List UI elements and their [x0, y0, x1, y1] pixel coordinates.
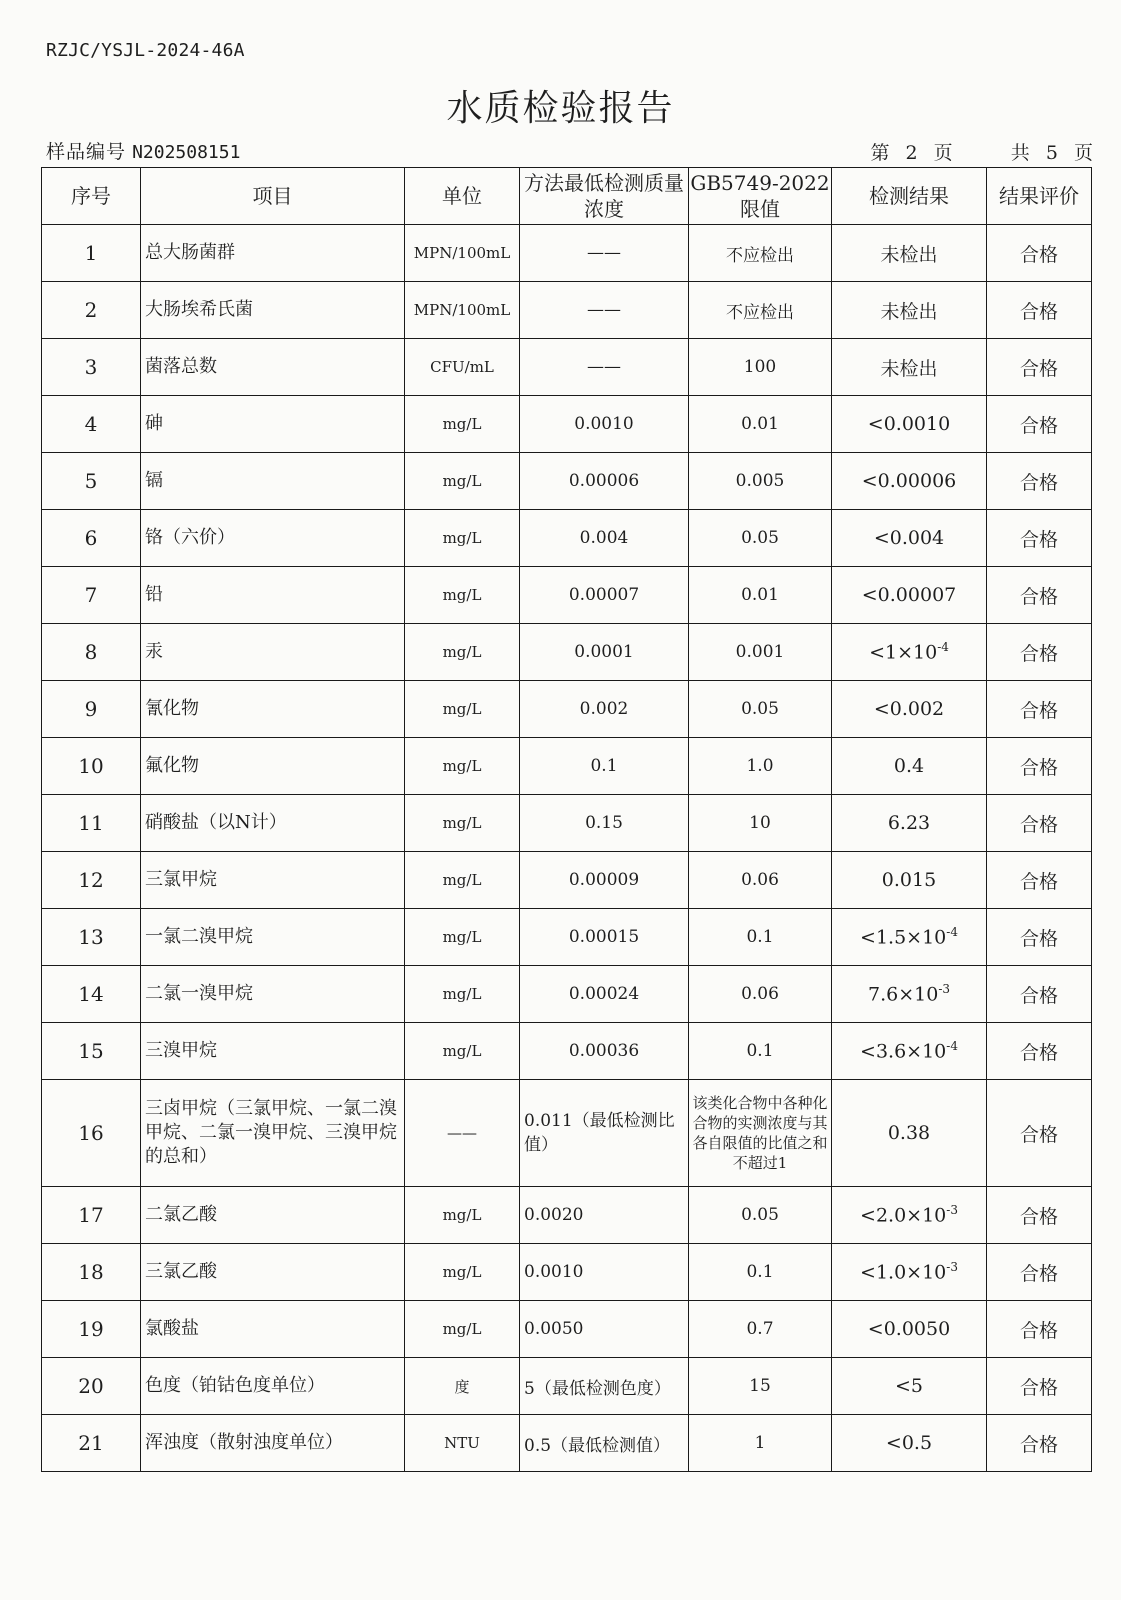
cell-evaluation: 合格: [987, 1244, 1092, 1301]
cell-result: 0.4: [832, 738, 987, 795]
cell-seq: 4: [42, 396, 141, 453]
cell-item: 色度（铂钴色度单位）: [141, 1358, 405, 1415]
cell-seq: 18: [42, 1244, 141, 1301]
table-row: [42, 282, 1092, 339]
cell-unit: mg/L: [405, 453, 520, 510]
cell-item: 铬（六价）: [141, 510, 405, 567]
cell-seq: 16: [42, 1080, 141, 1187]
cell-result: <5: [832, 1358, 987, 1415]
cell-unit: mg/L: [405, 852, 520, 909]
cell-item: 三卤甲烷（三氯甲烷、一氯二溴甲烷、二氯一溴甲烷、三溴甲烷的总和）: [141, 1080, 405, 1187]
cell-method-limit: 0.15: [520, 795, 689, 852]
cell-method-limit: 0.00015: [520, 909, 689, 966]
cell-evaluation: 合格: [987, 396, 1092, 453]
cell-seq: 17: [42, 1187, 141, 1244]
page-ye-total: 页: [1073, 142, 1093, 164]
report-title: 水质检验报告: [446, 88, 675, 129]
cell-standard-limit: 0.1: [689, 909, 832, 966]
cell-method-limit: 0.00009: [520, 852, 689, 909]
header-standard-limit: GB5749-2022限值: [689, 168, 832, 225]
cell-standard-limit: 0.7: [689, 1301, 832, 1358]
cell-method-limit: 0.1: [520, 738, 689, 795]
table-row: [42, 567, 1092, 624]
header-unit: 单位: [405, 168, 520, 225]
result-base: <1.5×10: [860, 926, 947, 949]
result-exponent: -3: [946, 1260, 958, 1275]
sample-number-value: N202508151: [132, 142, 241, 163]
cell-result: <0.0010: [832, 396, 987, 453]
table-row: [42, 966, 1092, 1023]
cell-seq: 13: [42, 909, 141, 966]
cell-standard-limit: 0.01: [689, 567, 832, 624]
cell-item: 氰化物: [141, 681, 405, 738]
cell-result: [832, 1244, 987, 1301]
result-exponent: -3: [938, 982, 951, 997]
cell-method-limit: 0.00007: [520, 567, 689, 624]
cell-evaluation: 合格: [987, 225, 1092, 282]
cell-item: 菌落总数: [141, 339, 405, 396]
page-total: 5: [1045, 142, 1058, 164]
cell-seq: 7: [42, 567, 141, 624]
cell-standard-limit: 1: [689, 1415, 832, 1472]
cell-evaluation: 合格: [987, 282, 1092, 339]
cell-unit: MPN/100mL: [405, 282, 520, 339]
cell-seq: 10: [42, 738, 141, 795]
cell-item: 大肠埃希氏菌: [141, 282, 405, 339]
cell-result: <0.00006: [832, 453, 987, 510]
cell-standard-limit: 该类化合物中各种化合物的实测浓度与其各自限值的比值之和不超过1: [689, 1080, 832, 1187]
cell-seq: 1: [42, 225, 141, 282]
cell-unit: mg/L: [405, 966, 520, 1023]
cell-evaluation: 合格: [987, 1187, 1092, 1244]
table-row: [42, 1301, 1092, 1358]
table-body: [42, 225, 1092, 1472]
cell-item: 铅: [141, 567, 405, 624]
cell-seq: 9: [42, 681, 141, 738]
cell-evaluation: 合格: [987, 624, 1092, 681]
cell-method-limit: 0.004: [520, 510, 689, 567]
header-evaluation: 结果评价: [987, 168, 1092, 225]
cell-method-limit: 0.0020: [520, 1187, 689, 1244]
cell-item: 总大肠菌群: [141, 225, 405, 282]
cell-standard-limit: 0.05: [689, 681, 832, 738]
cell-seq: 6: [42, 510, 141, 567]
table-row: [42, 396, 1092, 453]
cell-unit: mg/L: [405, 1187, 520, 1244]
cell-seq: 8: [42, 624, 141, 681]
table-row: [42, 510, 1092, 567]
cell-method-limit: 0.00006: [520, 453, 689, 510]
table-row: [42, 339, 1092, 396]
cell-standard-limit: 0.06: [689, 852, 832, 909]
cell-method-limit: 0.0010: [520, 1244, 689, 1301]
cell-unit: 度: [405, 1358, 520, 1415]
table-row: [42, 852, 1092, 909]
cell-result: [832, 624, 987, 681]
cell-evaluation: 合格: [987, 510, 1092, 567]
page-di: 第: [870, 142, 890, 164]
result-base: <1×10: [869, 641, 938, 664]
cell-unit: mg/L: [405, 624, 520, 681]
result-base: <3.6×10: [860, 1040, 947, 1063]
cell-seq: 2: [42, 282, 141, 339]
cell-evaluation: 合格: [987, 681, 1092, 738]
cell-standard-limit: 0.001: [689, 624, 832, 681]
table-row: [42, 225, 1092, 282]
cell-item: 镉: [141, 453, 405, 510]
cell-evaluation: 合格: [987, 966, 1092, 1023]
cell-unit: CFU/mL: [405, 339, 520, 396]
cell-unit: ——: [405, 1080, 520, 1187]
cell-item: 三氯甲烷: [141, 852, 405, 909]
cell-method-limit: 0.011（最低检测比值）: [520, 1080, 689, 1187]
table-row: [42, 1187, 1092, 1244]
cell-standard-limit: 1.0: [689, 738, 832, 795]
cell-standard-limit: 0.05: [689, 1187, 832, 1244]
cell-standard-limit: 100: [689, 339, 832, 396]
result-exponent: -4: [937, 640, 949, 655]
cell-evaluation: 合格: [987, 738, 1092, 795]
cell-method-limit: 0.00024: [520, 966, 689, 1023]
cell-unit: MPN/100mL: [405, 225, 520, 282]
cell-standard-limit: 0.1: [689, 1023, 832, 1080]
cell-standard-limit: 0.05: [689, 510, 832, 567]
cell-item: 汞: [141, 624, 405, 681]
inspection-table: [41, 167, 1092, 1472]
cell-seq: 21: [42, 1415, 141, 1472]
cell-standard-limit: 15: [689, 1358, 832, 1415]
header-item: 项目: [141, 168, 405, 225]
cell-seq: 12: [42, 852, 141, 909]
cell-unit: mg/L: [405, 1244, 520, 1301]
cell-method-limit: 0.0050: [520, 1301, 689, 1358]
cell-item: 浑浊度（散射浊度单位）: [141, 1415, 405, 1472]
cell-item: 二氯一溴甲烷: [141, 966, 405, 1023]
table-row: [42, 1415, 1092, 1472]
cell-evaluation: 合格: [987, 1415, 1092, 1472]
sample-number-label: 样品编号: [46, 141, 127, 163]
cell-seq: 14: [42, 966, 141, 1023]
cell-evaluation: 合格: [987, 567, 1092, 624]
cell-evaluation: 合格: [987, 453, 1092, 510]
table-header-row: [42, 168, 1092, 225]
table-row: [42, 1244, 1092, 1301]
cell-standard-limit: 不应检出: [689, 282, 832, 339]
cell-standard-limit: 0.1: [689, 1244, 832, 1301]
table-row: [42, 624, 1092, 681]
cell-item: 三氯乙酸: [141, 1244, 405, 1301]
cell-result: <0.0050: [832, 1301, 987, 1358]
page-ye: 页: [933, 142, 953, 164]
header-seq: 序号: [42, 168, 141, 225]
cell-method-limit: 0.5（最低检测值）: [520, 1415, 689, 1472]
cell-item: 二氯乙酸: [141, 1187, 405, 1244]
cell-seq: 15: [42, 1023, 141, 1080]
cell-method-limit: ——: [520, 339, 689, 396]
cell-standard-limit: 不应检出: [689, 225, 832, 282]
cell-result: <0.004: [832, 510, 987, 567]
cell-evaluation: 合格: [987, 1023, 1092, 1080]
cell-result: <0.00007: [832, 567, 987, 624]
cell-standard-limit: 10: [689, 795, 832, 852]
cell-seq: 3: [42, 339, 141, 396]
cell-result: [832, 966, 987, 1023]
cell-result: 未检出: [832, 339, 987, 396]
page-gong: 共: [1010, 142, 1030, 164]
header-result: 检测结果: [832, 168, 987, 225]
cell-method-limit: 5（最低检测色度）: [520, 1358, 689, 1415]
cell-result: [832, 1023, 987, 1080]
sample-number-line: [46, 137, 240, 164]
table-row: [42, 909, 1092, 966]
cell-unit: mg/L: [405, 510, 520, 567]
cell-unit: mg/L: [405, 567, 520, 624]
cell-unit: mg/L: [405, 396, 520, 453]
cell-evaluation: 合格: [987, 795, 1092, 852]
result-base: 7.6×10: [867, 983, 939, 1006]
cell-result: 0.015: [832, 852, 987, 909]
result-base: <1.0×10: [860, 1261, 947, 1284]
cell-item: 三溴甲烷: [141, 1023, 405, 1080]
table-row: [42, 1080, 1092, 1187]
cell-item: 硝酸盐（以N计）: [141, 795, 405, 852]
result-exponent: -4: [946, 925, 958, 940]
result-base: <2.0×10: [860, 1204, 947, 1227]
result-exponent: -4: [946, 1039, 958, 1054]
cell-evaluation: 合格: [987, 1080, 1092, 1187]
table-row: [42, 738, 1092, 795]
cell-unit: mg/L: [405, 795, 520, 852]
table-row: [42, 1023, 1092, 1080]
table-row: [42, 453, 1092, 510]
cell-unit: mg/L: [405, 681, 520, 738]
cell-unit: mg/L: [405, 909, 520, 966]
cell-method-limit: 0.002: [520, 681, 689, 738]
cell-evaluation: 合格: [987, 909, 1092, 966]
cell-result: [832, 1187, 987, 1244]
page-indicator: [870, 138, 1093, 165]
cell-result: <0.5: [832, 1415, 987, 1472]
table-row: [42, 681, 1092, 738]
cell-standard-limit: 0.06: [689, 966, 832, 1023]
page-current: 2: [905, 142, 918, 164]
cell-seq: 11: [42, 795, 141, 852]
cell-method-limit: ——: [520, 225, 689, 282]
cell-method-limit: 0.0001: [520, 624, 689, 681]
cell-seq: 19: [42, 1301, 141, 1358]
table-row: [42, 1358, 1092, 1415]
result-exponent: -3: [946, 1203, 958, 1218]
cell-method-limit: ——: [520, 282, 689, 339]
cell-result: <0.002: [832, 681, 987, 738]
cell-result: 未检出: [832, 225, 987, 282]
cell-unit: mg/L: [405, 738, 520, 795]
cell-seq: 20: [42, 1358, 141, 1415]
cell-method-limit: 0.00036: [520, 1023, 689, 1080]
cell-item: 砷: [141, 396, 405, 453]
cell-evaluation: 合格: [987, 339, 1092, 396]
cell-result: 未检出: [832, 282, 987, 339]
cell-standard-limit: 0.01: [689, 396, 832, 453]
cell-result: 0.38: [832, 1080, 987, 1187]
cell-evaluation: 合格: [987, 852, 1092, 909]
cell-evaluation: 合格: [987, 1301, 1092, 1358]
cell-unit: mg/L: [405, 1301, 520, 1358]
header-method-limit: 方法最低检测质量浓度: [520, 168, 689, 225]
cell-item: 氯酸盐: [141, 1301, 405, 1358]
cell-result: 6.23: [832, 795, 987, 852]
cell-unit: mg/L: [405, 1023, 520, 1080]
document-code: RZJC/YSJL-2024-46A: [46, 40, 245, 61]
cell-item: 一氯二溴甲烷: [141, 909, 405, 966]
cell-result: [832, 909, 987, 966]
cell-seq: 5: [42, 453, 141, 510]
cell-unit: NTU: [405, 1415, 520, 1472]
cell-evaluation: 合格: [987, 1358, 1092, 1415]
cell-standard-limit: 0.005: [689, 453, 832, 510]
cell-item: 氟化物: [141, 738, 405, 795]
table-row: [42, 795, 1092, 852]
cell-method-limit: 0.0010: [520, 396, 689, 453]
